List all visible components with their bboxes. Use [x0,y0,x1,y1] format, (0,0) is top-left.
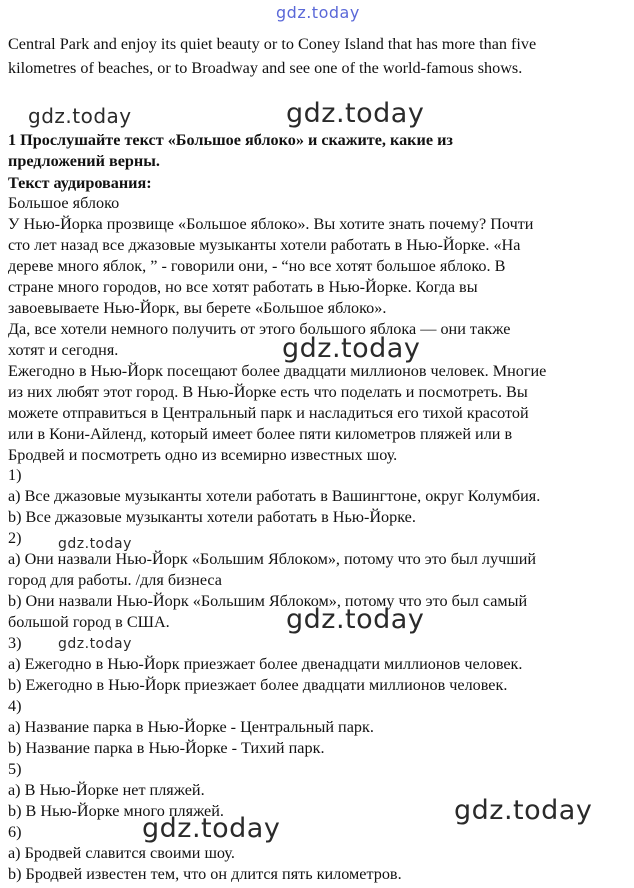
question-number: 4) [8,697,22,715]
question-option: a) Они назвали Нью-Йорк «Большим Яблоком», потому что это был лучший [8,550,537,568]
question-option: a) В Нью-Йорке нет пляжей. [8,781,205,799]
watermark-top: gdz.today [276,3,360,22]
question-option: b) В Нью-Йорке много пляжей. [8,802,224,820]
question-option: город для работы. /для бизнеса [8,571,222,589]
question-option: a) Все джазовые музыканты хотели работать в Вашингтоне, округ Колумбия. [8,487,541,505]
question-option: b) Они назвали Нью-Йорк «Большим Яблоком», потому что это был самый [8,592,528,610]
watermark: gdz.today [286,98,425,129]
text-line: Бродвей и посмотреть одно из всемирно известных шоу. [8,446,398,464]
watermark: gdz.today [286,604,425,635]
question-option: a) Бродвей славится своими шоу. [8,844,235,862]
watermark: gdz.today [58,536,132,552]
text-line: У Нью-Йорка прозвище «Большое яблоко». Вы хотите знать почему? Почти [8,215,534,233]
text-line: сто лет назад все джазовые музыканты хотели работать в Нью-Йорке. «На [8,236,521,254]
watermark: gdz.today [28,104,132,128]
text-line: или в Кони-Айленд, который имеет более пяти километров пляжей или в [8,425,513,443]
question-number: 3) [8,634,22,652]
text-line: стране много городов, но все хотят работать в Нью-Йорке. Когда вы [8,278,478,296]
text-line: завоевываете Нью-Йорк, вы берете «Большое яблоко». [8,299,387,317]
watermark: gdz.today [454,795,593,826]
watermark: gdz.today [58,636,132,652]
text-line: Да, все хотели немного получить от этого большого яблока — они также [8,320,511,338]
intro-line: kilometres of beaches, or to Broadway and see one of the world-famous shows. [8,59,523,77]
question-option: b) Название парка в Нью-Йорке - Тихий парк. [8,739,325,757]
text-line: дереве много яблок, ” - говорили они, - “но все хотят большое яблоко. В [8,257,506,275]
task-subtitle: Текст аудирования: [8,174,152,192]
text-line: можете отправиться в Центральный парк и насладиться его тихой красотой [8,404,529,422]
watermark: gdz.today [142,813,281,844]
text-line: из них любят этот город. В Нью-Йорке есть что поделать и посмотреть. Вы [8,383,528,401]
question-option: большой город в США. [8,613,170,631]
question-option: b) Все джазовые музыканты хотели работать в Нью-Йорке. [8,508,416,526]
question-number: 6) [8,823,22,841]
question-option: a) Ежегодно в Нью-Йорк приезжает более двенадцати миллионов человек. [8,655,523,673]
question-number: 1) [8,466,22,484]
text-line: хотят и сегодня. [8,341,119,359]
question-option: a) Название парка в Нью-Йорке - Центральный парк. [8,718,374,736]
question-number: 2) [8,529,22,547]
text-line: Ежегодно в Нью-Йорк посещают более двадцати миллионов человек. Многие [8,362,547,380]
text-title: Большое яблоко [8,194,120,212]
question-option: b) Бродвей известен тем, что он длится пять километров. [8,865,402,883]
task-title: 1 Прослушайте текст «Большое яблоко» и скажите, какие из [8,131,453,149]
question-option: b) Ежегодно в Нью-Йорк приезжает более двадцати миллионов человек. [8,676,508,694]
watermark: gdz.today [282,333,421,364]
task-title: предложений верны. [8,152,160,170]
intro-line: Central Park and enjoy its quiet beauty or to Coney Island that has more than five [8,35,537,53]
question-number: 5) [8,760,22,778]
